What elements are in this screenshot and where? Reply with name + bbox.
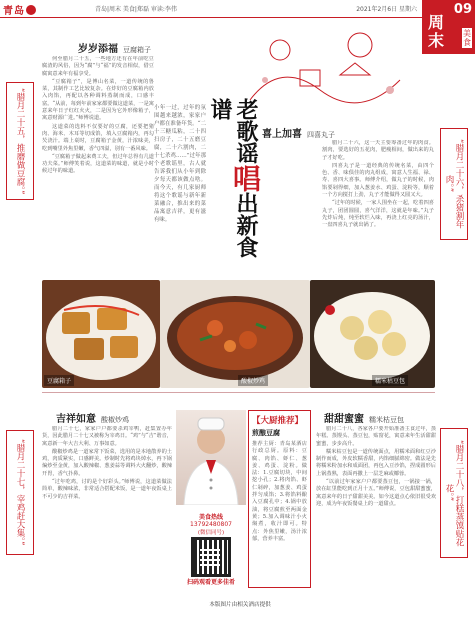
section-block (422, 0, 475, 54)
article-body-doufu: 何至腊月二十五，一些地方还有在年前吃豆腐渣的风俗，因为“腐”与“福”的发音相似，借豆腐寓意来年有福享受。 “豆腐箱子”，是博山名菜，一道传统的鲁菜，其制作工艺比较复杂。在炸好的豆腐箱内放入肉馅，再配以各种调料蒸制而成，口感丰富。“从前，每到年前家家都要做这道菜，一是寓意来年日子红红火火，二是因为它外形像箱子，寓意财源广进。”师傅说道。 这道菜的选料不仅要好的豆腐，还要把猪肉、海米、木耳等切成馅，填入豆腐箱内，再勾芡浇汁。端上桌时，豆腐箱子金黄，汁浓味美，吃到嘴里外焦里嫩，香气四溢，别有一番风味。 “豆腐箱子做起来费工夫，但过年总得有几道功夫菜。”师傅笑着说，这道菜的味道，就是小时候过年的味道。 (42, 56, 154, 175)
article-subtitle: 四喜丸子 (307, 131, 335, 139)
article-body-chicken: 腊月二十七，家家户户都要杀鸡宰鸭，赶集置办年货，因此腊月二十七又被称为宰鸡日。“鸡”与“吉”谐音，寓意新一年大吉大利、万事如意。 酸椒炒鸡是一道家常下饭菜，选用的是本地散养的土鸡，肉质紧实，口感鲜美。炒制时先将鸡块焯水，再下锅煸炒至金黄，加入酸辣椒、葱姜蒜等调料大火翻炒，酸辣开胃，香气扑鼻。 “过年吃鸡，讨的是个好彩头。”师傅说，这道菜做法简单，酸辣味浓，非常适合搭配米饭，是一道年夜饭桌上不可少的吉祥菜。 (42, 426, 172, 500)
photo-caption: 酸椒炒鸡 (238, 375, 268, 386)
hotline-phone[interactable]: 13792480807 (190, 521, 232, 528)
page-number: 09 (453, 2, 472, 17)
chef-portrait (176, 410, 246, 505)
newspaper-logo: 青岛 (3, 2, 36, 15)
proverb-box-25 (6, 82, 34, 200)
page-header (0, 0, 475, 18)
decor-dot (386, 86, 394, 94)
article-title-wanzi: 喜上加喜 四喜丸子 (262, 129, 335, 140)
proverb-text: “腊月二十六，杀猪割年肉。” (444, 139, 464, 229)
photo-caption: 糯米枯豆包 (372, 375, 408, 386)
photo-caption: 豆腐箱子 (44, 375, 74, 386)
section-subtitle: 美食 (463, 29, 471, 47)
proverb-text: “腊月二十七，宰鸡赶大集。” (15, 439, 25, 546)
lantern-icon (348, 33, 372, 57)
article-subtitle: 豆腐箱子 (123, 46, 151, 54)
hotline-note: (微信同号) (197, 530, 225, 536)
hotline-label: 美食热线 (198, 514, 223, 521)
food-hotline (176, 510, 246, 588)
article-subtitle: 糯米枯豆包 (369, 416, 404, 424)
recipe-heading: 【大厨推荐】 (252, 416, 304, 426)
intro-text: 小年一过，过年的氛围越来越浓，家家户户都在准备年货。“二十三糖瓜粘，二十四扫房子，二十五磨豆腐，二十六割肉，二十七杀鸡……”过年那个老歌谣里，古人就告诉我们从小年到除夕每天都该做点啥。而今天，有几家厨师将这个歌谣与新年新菜融合，推出来的菜品寓意吉祥，更有滋有味。 (154, 105, 206, 223)
proverb-text: “腊月二十八，打糕蒸馍贴花花。” (444, 439, 464, 547)
proverb-box-28 (440, 428, 468, 558)
lantern-icon (270, 40, 290, 60)
masthead-info: 青岛|周末 美食|郑磊 审读:李伟 (95, 6, 177, 13)
photo-chicken (160, 280, 310, 388)
qr-code-icon[interactable] (191, 537, 231, 577)
proverb-text: “腊月二十五，推磨做豆腐。” (15, 87, 25, 195)
photo-doufu-box (42, 280, 160, 388)
article-title-doubao: 甜甜蜜蜜 糯米枯豆包 (324, 414, 404, 425)
festive-illustration (240, 20, 420, 108)
decor-dot (262, 77, 268, 83)
recipe-body: 推荐主厨：青岛某酒店行政总厨。原料：豆腐、肉馅、虾仁、葱姜、鸡蛋、淀粉。做法：1.豆腐切块，中间挖小孔；2.将肉馅、虾仁剁碎，加葱姜、鸡蛋拌匀成馅；3.将馅料酿入豆腐孔中；4.锅中放油，将豆腐煎至两面金黄；5.加入调味汁小火焖煮，收汁即可。特点：外焦里嫩，汤汁浓郁，营养丰富。 (252, 441, 307, 542)
article-subtitle: 酸椒炒鸡 (101, 416, 129, 424)
issue-date: 2021年2月6日 星期六 (356, 6, 417, 13)
proverb-box-27 (6, 430, 34, 555)
recipe-dish-name: 煎酿豆腐 (252, 429, 280, 437)
main-headline: 老歌谣唱出新食谱 (207, 98, 262, 258)
photo-credit: 本版图片由相关酒店提供 (209, 602, 271, 608)
article-body-doubao: 腊月二十八，各家各户要开始准备主食过年，蒸年糕、蒸馒头、蒸豆包，贴窗花，寓意来年生活甜甜蜜蜜，步步高升。 糯米枯豆包是一道传统面点，用糯米面和红豆沙制作而成，外皮软糯香甜，内馅细腻绵密。做法是先将糯米粉加水和成面团，再包入豆沙馅，捏成圆形后上锅蒸熟，表面再撒上一层芝麻或椰蓉。 “以前过年家家户户都要蒸豆包，一锅接一锅，放在缸里能吃到正月十五。”师傅说，豆包甜甜蜜蜜，寓意来年的日子甜甜美美。如今这道点心依旧很受欢迎，成为年夜饭餐桌上的一道甜点。 (316, 426, 436, 507)
article-title-chicken: 吉祥如意 酸椒炒鸡 (56, 414, 129, 425)
proverb-box-26 (440, 128, 468, 240)
cloud-swirl (250, 77, 400, 103)
section-title: 周末 (428, 13, 445, 50)
chef-recommendation-box (248, 410, 311, 588)
article-body-wanzi: 腊月二十六，这一天主要筹备过年的肉食。割肉，要选好的五花肉，肥瘦相间，做出来的丸子才好吃。 四喜丸子是一道经典的传统名菜，由四个色、香、味俱佳的肉丸组成，寓意人生福、禄、寿、喜四大喜事。师傅介绍，做丸子的时候，肉馅要剁得细，加入葱姜水、鸡蛋、淀粉等，顺着一个方向搅打上劲，丸子才能做得又圆又大。 “过年的时候，一家人围坐在一起，吃着四喜丸子，团团圆圆，喜气洋洋，这就是年味。”丸子先炸后炖，炖至软烂入味，再浇上红亮的汤汁，一盘四喜丸子就出锅了。 (322, 140, 434, 229)
house-icon (340, 63, 370, 75)
logo-mark-icon (26, 5, 36, 15)
section-divider (42, 392, 435, 393)
qr-caption: 扫码观看更多佳肴 (186, 579, 235, 586)
photo-doubao (310, 280, 435, 388)
article-title-doufu: 岁岁添福 豆腐箱子 (78, 44, 151, 55)
